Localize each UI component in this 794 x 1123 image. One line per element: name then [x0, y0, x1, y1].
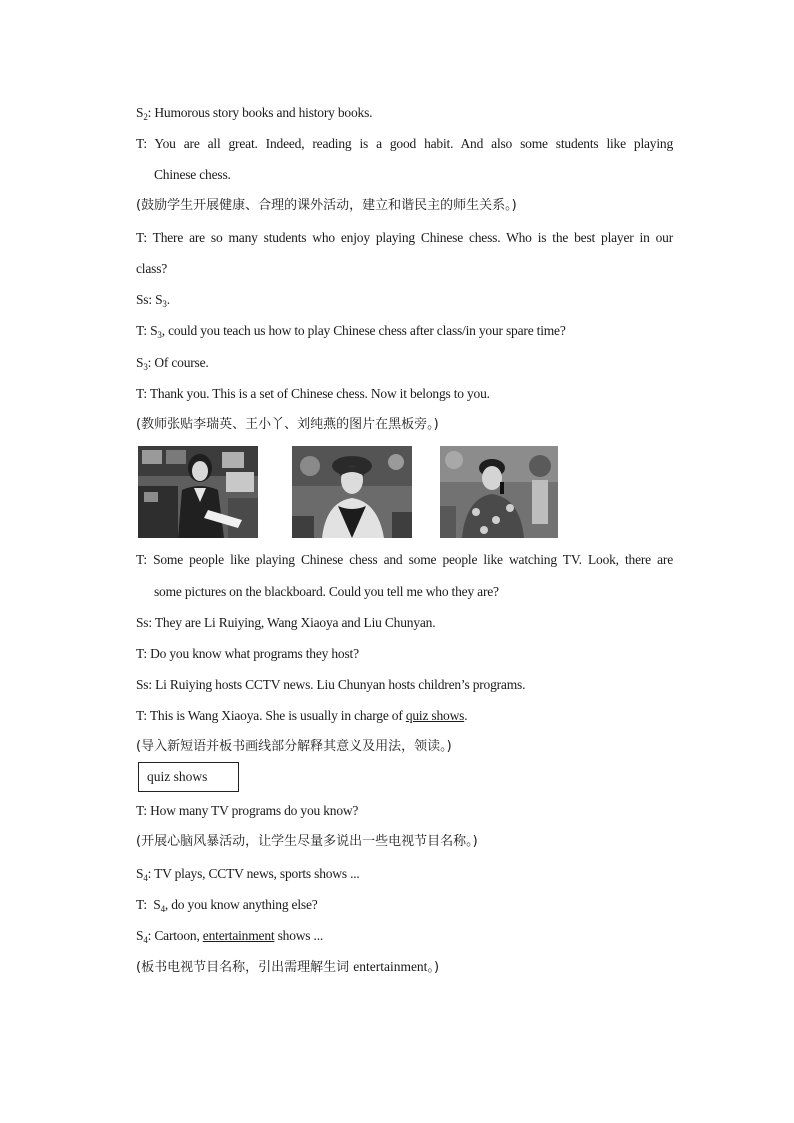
- photo-liu-chunyan: [440, 446, 558, 538]
- dialogue-ss-line-3: Ss: Li Ruiying hosts CCTV news. Liu Chunyan hosts children’s programs.: [136, 677, 526, 692]
- dialogue-teacher-line-4: T: Thank you. This is a set of Chinese chess. Now it belongs to you.: [136, 386, 490, 401]
- dialogue-s4-line-2: $S_4$: Cartoon, entertainment shows ...: [136, 928, 324, 945]
- dialogue-teacher-line-5-cont: some pictures on the blackboard. Could you tell me who they are?: [154, 584, 499, 599]
- teaching-note-2: (教师张贴李瑞英、王小丫、刘纯燕的图片在黑板旁。): [136, 417, 439, 432]
- dialogue-ss-line-1: Ss: $S_3$.: [136, 292, 170, 309]
- dialogue-s3-line: $S_3$: Of course.: [136, 355, 209, 372]
- dialogue-teacher-line-7: T: This is Wang Xiaoya. She is usually in charge of quiz shows.: [136, 708, 468, 723]
- teaching-note-4: (开展心脑风暴活动，让学生尽量多说出一些电视节目名称。): [136, 834, 478, 849]
- dialogue-s4-line-1: $S_4$: TV plays, CCTV news, sports shows ...: [136, 866, 360, 883]
- dialogue-teacher-line-1: T: You are all great. Indeed, reading is a good habit. And also some students like playing: [136, 136, 673, 151]
- dialogue-teacher-line-8: T: How many TV programs do you know?: [136, 803, 359, 818]
- dialogue-teacher-line-3: T: $S_3$, could you teach us how to play Chinese chess after class/in your spare time?: [136, 323, 566, 340]
- dialogue-teacher-line-2-cont: class?: [136, 261, 168, 276]
- photo-li-ruiying: [138, 446, 258, 538]
- dialogue-teacher-line-9: T: $S_4$, do you know anything else?: [136, 897, 318, 914]
- dialogue-teacher-line-1-cont: Chinese chess.: [154, 167, 231, 182]
- dialogue-teacher-line-6: T: Do you know what programs they host?: [136, 646, 359, 661]
- dialogue-s2-line: $S_2$: Humorous story books and history books.: [136, 105, 373, 122]
- dialogue-teacher-line-5: T: Some people like playing Chinese chess and some people like watching TV. Look, there are: [136, 552, 673, 567]
- dialogue-teacher-line-2: T: There are so many students who enjoy playing Chinese chess. Who is the best player in our: [136, 230, 673, 245]
- photo-wang-xiaoya: [292, 446, 412, 538]
- dialogue-ss-line-2: Ss: They are Li Ruiying, Wang Xiaoya and Liu Chunyan.: [136, 615, 436, 630]
- underlined-word: entertainment: [202, 928, 275, 943]
- blackboard-box: quiz shows: [138, 762, 239, 792]
- teaching-note-3: (导入新短语并板书画线部分解释其意义及用法，领读。): [136, 739, 452, 754]
- teaching-note-1: (鼓励学生开展健康、合理的课外活动，建立和谐民主的师生关系。): [136, 198, 517, 213]
- underlined-phrase: quiz shows: [405, 708, 465, 723]
- teaching-note-5: (板书电视节目名称，引出需理解生词 entertainment。): [136, 959, 440, 975]
